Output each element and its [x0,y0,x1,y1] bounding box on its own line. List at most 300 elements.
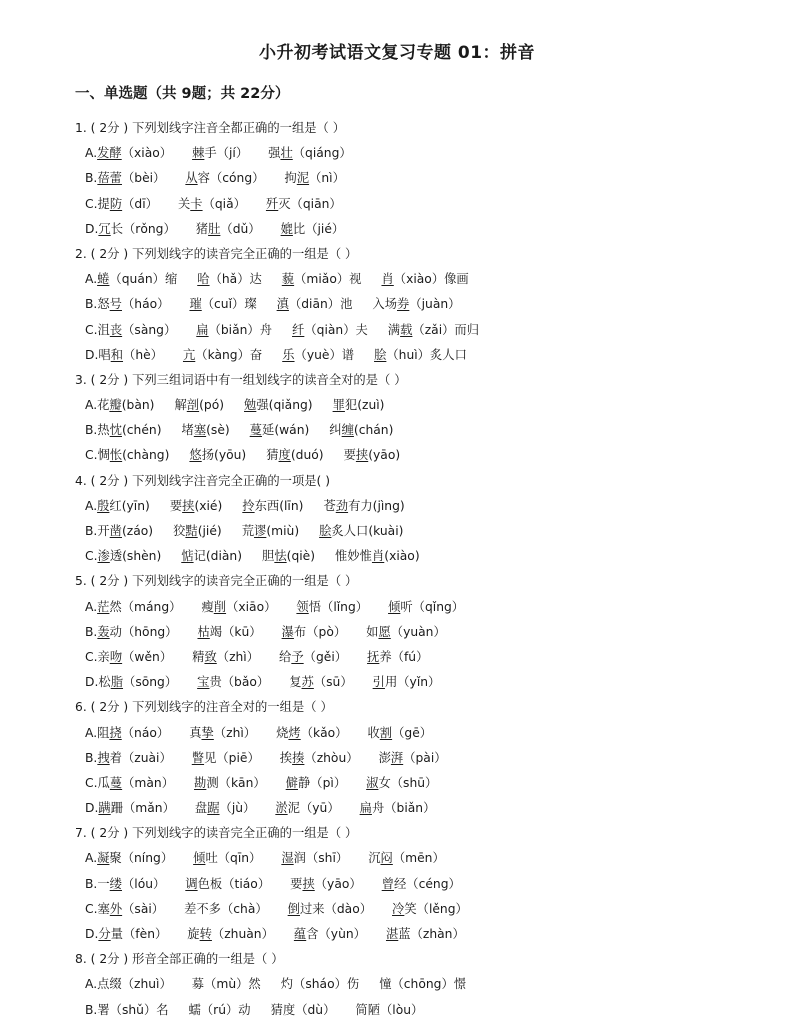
word-text: 扬(yōu) [201,448,247,463]
answer-option[interactable] [75,972,775,997]
underlined-char: 拽 [97,750,110,765]
word-text: (yāo) [368,448,401,463]
word-text: 润（shī） [293,851,349,866]
word-item [97,141,172,166]
underlined-char: 从 [185,171,198,186]
underlined-char: 瞥 [191,750,205,765]
word-item [170,494,222,519]
answer-option[interactable] [75,393,775,418]
word-text: 盘 [194,801,208,816]
underlined-char: 蓓蕾 [97,171,122,186]
answer-option[interactable] [75,418,775,443]
word-text: (pó) [199,398,225,413]
question-block [75,821,775,947]
answer-option[interactable] [75,166,775,191]
question-block [75,947,775,1023]
underlined-char: 转 [199,927,212,941]
word-text: 用（yǐn） [384,675,441,690]
word-item [281,217,345,242]
underlined-char: 纤 [292,322,305,337]
underlined-char: 悠 [189,448,202,463]
underlined-char: 湿 [281,851,294,866]
answer-option[interactable] [75,846,775,871]
answer-option[interactable] [75,292,775,317]
word-item [97,620,177,645]
underlined-char: 踞 [207,801,220,816]
word-item [262,544,315,569]
answer-option[interactable] [75,267,775,292]
word-item [97,393,154,418]
word-item [98,544,162,569]
option-label: D. [85,347,99,362]
answer-option[interactable] [75,771,775,796]
word-text: 测（kān） [206,775,266,790]
word-item [368,846,445,871]
word-text: （zǎi）而归 [412,322,480,337]
underlined-char: 塞 [193,423,207,438]
word-text: 炙人口(kuài) [331,524,404,538]
word-text: 延(wán) [262,423,310,438]
underlined-char: 勉 [244,398,257,413]
word-text: （jù） [219,801,256,816]
word-text: 比（jié） [292,221,345,236]
word-item [193,846,261,871]
option-label: B. [85,1002,98,1017]
underlined-char: 抚 [367,649,380,664]
word-item [279,645,347,670]
word-text: （gěi） [303,649,348,664]
answer-option[interactable] [75,922,775,947]
word-text: 猜度（dù） [270,1002,336,1017]
word-text: 过来（dào） [299,901,373,916]
word-text: 募（mù）然 [191,977,261,992]
word-text: （xiào） [121,146,173,161]
answer-option[interactable] [75,494,775,519]
underlined-char: 卡 [190,196,203,211]
word-text: 见（piē） [204,750,260,765]
word-item [333,393,385,418]
word-text: （diān）池 [288,297,353,312]
word-text: (sè) [206,423,230,438]
word-item [98,645,173,670]
word-text: (xié) [194,498,223,513]
word-item [282,267,362,292]
question-stem: 7. ( 2分 ) 下列划线字的读音完全正确的一组是（ ） [75,826,358,841]
word-text: （sōng） [123,675,178,690]
underlined-char: 揍 [292,750,305,765]
underlined-char: 冗 [98,221,111,236]
word-text: 给 [279,649,292,664]
underlined-char: 脂 [110,675,124,690]
word-text: 灼（sháo）伤 [280,977,360,992]
word-text: （quán）缩 [109,272,178,287]
word-text: (jié) [197,524,222,538]
underlined-char: 壮 [280,146,293,161]
word-text: (chán) [353,423,394,438]
word-item [294,922,366,947]
word-item [282,343,354,368]
word-text: （pài） [403,750,447,765]
question-stem: 5. ( 2分 ) 下列划线字的读音完全正确的一组是（ ） [75,574,358,589]
word-text: 挨 [279,750,293,765]
word-text: （lóu） [121,876,166,891]
word-text: 经（céng） [394,876,461,891]
word-text: 堵 [181,423,194,438]
question-block [75,695,775,821]
word-text: 竭（kū） [209,624,262,639]
question-stem: 2. ( 2分 ) 下列划线字的读音完全正确的一组是（ ） [75,246,358,261]
word-text: (qiè) [286,549,316,564]
word-text: 猜 [266,448,279,463]
word-item [281,972,359,997]
word-text: 红(yīn) [109,498,150,513]
word-text: （zhuàn） [211,927,274,941]
answer-option[interactable] [75,796,775,821]
question-block [75,368,775,469]
word-text: （dī） [122,196,158,211]
underlined-char: 和 [110,347,124,362]
answer-option[interactable] [75,595,775,620]
word-text: 量（fèn） [110,927,168,941]
word-item [97,972,172,997]
underlined-char: 渗 [97,549,110,564]
underlined-char: 冷 [392,901,405,916]
answer-option[interactable] [75,721,775,746]
word-text: （kàng）奋 [195,347,263,362]
option-label: B. [85,750,98,765]
word-text: （zhì） [213,725,257,740]
underlined-char: 蹒 [98,801,111,816]
word-text: 唱 [98,347,111,362]
word-item [97,872,165,897]
word-text: (xiào) [384,549,420,564]
option-label: B. [85,423,98,438]
word-item [196,318,272,343]
option-label: C. [85,196,98,211]
word-text: （sū） [313,675,353,690]
underlined-char: 缠 [341,423,354,438]
word-text: 贵（bǎo） [209,675,270,690]
word-text: 憧（chōng）憬 [379,977,467,992]
answer-option[interactable] [75,897,775,922]
option-label: D. [85,675,99,690]
word-text: 瓜 [97,775,110,790]
word-item [355,998,423,1023]
word-item [250,418,310,443]
question-block [75,569,775,695]
option-label: C. [85,448,98,463]
word-text: (bàn) [121,398,155,413]
word-item [173,519,222,544]
underlined-char: 瓣 [109,398,122,413]
word-item [196,217,261,242]
word-text: （miǎo）视 [294,272,362,287]
underlined-char: 愿 [378,624,391,639]
underlined-char: 怅 [109,448,123,463]
underlined-char: 载 [400,322,413,337]
word-item [382,872,461,897]
word-item [372,292,460,317]
word-text: 动（hōng） [109,624,178,639]
word-text: 含（yùn） [306,927,366,941]
answer-option[interactable] [75,746,775,771]
underlined-char: 殷 [97,498,110,513]
word-item [98,922,167,947]
question-stem: 4. ( 2分 ) 下列划线字注音完全正确的一项是( ) [75,473,331,488]
word-text: 真 [189,725,202,740]
word-text: 泥（yū） [287,801,340,816]
word-text: 女（shū） [378,775,438,790]
word-text: （háo） [121,297,170,312]
underlined-char: 劲 [335,498,349,513]
word-text: （huì）炙人口 [386,347,467,362]
underlined-char: 哈 [197,272,210,287]
word-item [367,645,428,670]
word-item [97,846,173,871]
word-text: （yuè）谱 [294,347,355,362]
option-label: A. [85,725,98,740]
answer-option[interactable] [75,645,775,670]
underlined-char: 予 [291,649,304,664]
word-item [323,494,404,519]
underlined-char: 勘 [194,775,207,790]
underlined-char: 僻 [285,775,298,790]
word-item [392,897,468,922]
section-heading: 一、单选题（共 9题；共 22分） [75,86,290,102]
word-item [379,746,447,771]
option-label: C. [85,322,98,337]
underlined-char: 枯 [197,624,210,639]
answer-option[interactable] [75,343,775,368]
word-item [388,595,464,620]
option-label: A. [85,977,98,992]
underlined-char: 外 [109,901,123,916]
underlined-char: 淑 [366,775,379,790]
word-item [244,393,313,418]
underlined-char: 蕴 [293,927,307,941]
underlined-char: 忱 [109,423,122,438]
option-label: A. [85,272,98,287]
word-item [97,998,168,1023]
word-text: 灭（qiān） [278,196,342,211]
word-text: 烧 [276,725,289,740]
word-text: （zhì） [216,649,260,664]
word-item [98,443,170,468]
underlined-char: 扁 [359,801,372,816]
answer-option[interactable] [75,217,775,242]
underlined-char: 分 [98,927,111,941]
word-text: 花 [97,398,110,413]
option-label: B. [85,297,98,312]
answer-option[interactable] [75,872,775,897]
word-item [388,318,479,343]
underlined-char: 宝 [197,675,210,690]
word-text: (chàng) [122,448,170,463]
word-item [366,771,437,796]
question-stem: 1. ( 2分 ) 下列划线字注音全都正确的一组是（ ） [75,121,346,135]
word-text: 要 [290,876,303,891]
option-label: B. [85,624,98,639]
word-item [319,519,403,544]
word-item [360,796,436,821]
word-item [286,771,346,796]
word-item [189,998,251,1023]
word-text: 关 [177,196,191,211]
underlined-char: 挟 [355,448,369,463]
word-text: （gē） [392,725,433,740]
word-text: 入场 [372,297,397,312]
word-text: 舟（biǎn） [371,801,436,816]
word-item [97,746,171,771]
underlined-char: 券 [397,297,410,312]
word-text: （náo） [121,725,170,740]
word-item [242,494,303,519]
answer-option[interactable] [75,519,775,544]
word-item [242,519,299,544]
underlined-char: 棘 [192,146,205,161]
word-text: （cuǐ）璨 [201,297,257,312]
word-text: (miù) [266,524,300,538]
word-text: （yāo） [314,876,362,891]
answer-option[interactable] [75,443,775,468]
underlined-char: 惦 [181,549,194,564]
word-item [197,620,261,645]
word-item [98,897,165,922]
underlined-char: 亢 [182,347,196,362]
word-item [374,343,467,368]
word-text: 热 [97,423,110,438]
underlined-char: 黠 [185,524,198,538]
underlined-char: 湛 [385,927,399,941]
word-text: 沉 [368,851,381,866]
word-text: 悟（lǐng） [308,599,369,614]
underlined-char: 苏 [301,675,314,690]
word-text: 布（pò） [293,624,347,639]
option-label: C. [85,649,98,664]
word-item [268,141,352,166]
word-text: 阻 [97,725,110,740]
word-item [192,141,248,166]
word-text: 有力(jìng) [348,498,405,513]
word-item [97,519,153,544]
answer-option[interactable] [75,620,775,645]
word-text: （xiào）像画 [393,272,469,287]
underlined-char: 缕 [109,876,122,891]
word-text: 要 [343,448,356,463]
word-item [280,746,359,771]
underlined-char: 闷 [380,851,393,866]
word-text: (duó) [290,448,324,463]
word-text: 旋 [187,927,200,941]
word-text: 聚（níng） [109,851,174,866]
word-text: 笑（lěng） [404,901,468,916]
underlined-char: 脍 [374,347,387,362]
word-text: （dǔ） [220,221,261,236]
question-block [75,469,775,570]
underlined-char: 扁 [196,322,209,337]
word-text: 强(qiǎng) [256,398,313,413]
word-text: （zhòu） [304,750,359,765]
word-text: 犯(zuì) [344,398,385,413]
word-text: 署（shǔ）名 [97,1002,169,1017]
answer-option[interactable] [75,141,775,166]
underlined-char: 领 [296,599,309,614]
answer-option[interactable] [75,318,775,343]
word-text: （wěn） [122,649,173,664]
underlined-char: 号 [109,297,122,312]
word-item [98,192,158,217]
word-item [201,595,276,620]
word-item [289,670,352,695]
word-item [97,595,181,620]
word-item [181,544,242,569]
underlined-char: 引 [372,675,385,690]
word-item [271,998,336,1023]
underlined-char: 淤 [275,801,288,816]
underlined-char: 滇 [276,297,289,312]
word-text: 蠕（rú）动 [188,1002,251,1017]
word-text: 收 [367,725,380,740]
word-text: （xiāo） [226,599,277,614]
underlined-char: 媲 [280,221,293,236]
word-text: （kǎo） [300,725,348,740]
option-label: A. [85,599,98,614]
word-item [97,418,161,443]
word-item [379,972,466,997]
word-text: 精 [192,649,205,664]
word-item [185,872,270,897]
word-text: （sài） [122,901,165,916]
word-text: 澎 [378,750,391,765]
underlined-char: 挚 [201,725,214,740]
answer-option[interactable] [75,544,775,569]
word-text: （sàng） [122,322,177,337]
word-text: （juàn） [409,297,461,312]
word-item [282,620,347,645]
word-item [97,166,165,191]
word-text: 猪 [195,221,209,236]
option-label: C. [85,901,98,916]
word-text: 一 [97,876,110,891]
word-item [182,418,230,443]
underlined-char: 璀 [189,297,202,312]
answer-option[interactable] [75,670,775,695]
word-text: 塞 [97,901,110,916]
word-text: 跚（mǎn） [110,801,175,816]
question-stem: 6. ( 2分 ) 下列划线字的注音全对的一组是（ ） [75,700,333,715]
word-text: 狡 [173,524,186,538]
underlined-char: 谬 [254,524,267,538]
word-text: 养（fú） [379,649,429,664]
option-label: D. [85,801,99,816]
underlined-char: 肖 [371,549,385,564]
word-text: 惟妙惟 [335,549,372,564]
underlined-char: 蔓 [249,423,263,438]
word-text: （bèi） [121,171,166,186]
answer-option[interactable] [75,998,775,1023]
underlined-char: 丧 [109,322,123,337]
word-text: 苍 [323,498,336,513]
word-text: 容（cóng） [197,171,265,186]
underlined-char: 挠 [109,725,122,740]
word-text: (záo) [121,524,154,538]
answer-option[interactable] [75,192,775,217]
word-item [281,846,348,871]
word-text: 惆 [97,448,110,463]
word-text: 东西(līn) [254,498,304,513]
word-item [98,217,175,242]
word-item [290,872,362,897]
